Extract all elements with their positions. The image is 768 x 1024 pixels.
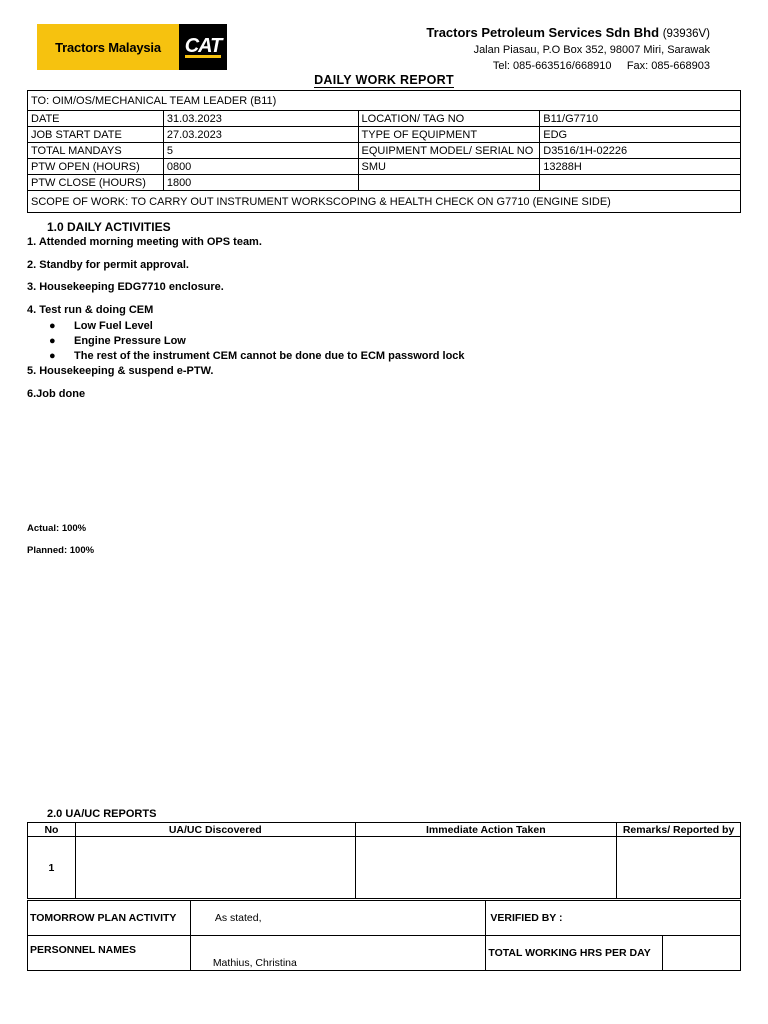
company-info (426, 25, 710, 72)
ua-uc-table (27, 822, 741, 899)
footer-table (27, 900, 741, 971)
info-row-mandays (28, 143, 741, 159)
section-daily-activities-heading: 1.0 DAILY ACTIVITIES (47, 220, 171, 234)
activity-item: 3. Housekeeping EDG7710 enclosure. (27, 281, 224, 293)
ptw-open-label: PTW OPEN (HOURS) (28, 159, 164, 175)
ua-uc-cell (75, 837, 355, 899)
actual-progress: Actual: 100% (27, 523, 87, 534)
ptw-close-label: PTW CLOSE (HOURS) (28, 175, 164, 191)
smu-value: 13288H (540, 159, 741, 175)
col-immediate-action: Immediate Action Taken (355, 823, 617, 837)
date-label: DATE (28, 111, 164, 127)
equipment-type-value: EDG (540, 127, 741, 143)
mandays-label: TOTAL MANDAYS (28, 143, 164, 159)
job-start-value: 27.03.2023 (163, 127, 358, 143)
company-reg: (93936V) (662, 28, 710, 40)
total-working-hrs-value (663, 936, 741, 971)
tomorrow-plan-label: TOMORROW PLAN ACTIVITY (28, 901, 191, 936)
date-value: 31.03.2023 (163, 111, 358, 127)
personnel-names-value: Mathius, Christina (190, 936, 486, 971)
info-row-start (28, 127, 741, 143)
personnel-names-label: PERSONNEL NAMES (28, 936, 191, 971)
bullet-item: ● Low Fuel Level (49, 320, 153, 332)
action-cell (355, 837, 617, 899)
equipment-type-label: TYPE OF EQUIPMENT (358, 127, 540, 143)
verified-by-label: VERIFIED BY : (486, 901, 741, 936)
equipment-model-label: EQUIPMENT MODEL/ SERIAL NO (358, 143, 540, 159)
activity-item: 5. Housekeeping & suspend e-PTW. (27, 365, 214, 377)
job-start-label: JOB START DATE (28, 127, 164, 143)
report-info-table (27, 90, 741, 213)
row-no: 1 (28, 837, 76, 899)
info-row-date (28, 111, 741, 127)
logo-text: Tractors Malaysia (37, 24, 179, 70)
company-name: Tractors Petroleum Services Sdn Bhd (93936V) (426, 25, 710, 40)
activity-item: 6.Job done (27, 388, 86, 400)
activity-item: 2. Standby for permit approval. (27, 259, 189, 271)
info-row-ptw-close (28, 175, 741, 191)
location-value: B11/G7710 (540, 111, 741, 127)
to-recipient: TO: OIM/OS/MECHANICAL TEAM LEADER (B11) (28, 91, 741, 111)
report-title: DAILY WORK REPORT (314, 73, 454, 87)
company-contact: Tel: 085-663516/668910 Fax: 085-668903 (492, 60, 710, 72)
remarks-cell (617, 837, 741, 899)
col-ua-uc-discovered: UA/UC Discovered (75, 823, 355, 837)
scope-of-work: SCOPE OF WORK: TO CARRY OUT INSTRUMENT WORKSCOPING & HEALTH CHECK ON G7710 (ENGINE SIDE) (28, 191, 741, 213)
col-no: No (28, 823, 76, 837)
col-remarks: Remarks/ Reported by (617, 823, 741, 837)
tomorrow-plan-value: As stated, (190, 901, 486, 936)
planned-progress: Planned: 100% (27, 545, 95, 556)
ptw-open-value: 0800 (163, 159, 358, 175)
mandays-value: 5 (163, 143, 358, 159)
empty-cell (540, 175, 741, 191)
bullet-item: ● The rest of the instrument CEM cannot be done due to ECM password lock (49, 350, 465, 362)
activity-item: 4. Test run & doing CEM (27, 304, 154, 316)
cat-logo: CAT (179, 24, 227, 70)
smu-label: SMU (358, 159, 540, 175)
equipment-model-value: D3516/1H-02226 (540, 143, 741, 159)
empty-cell (358, 175, 540, 191)
info-row-ptw-open (28, 159, 741, 175)
location-label: LOCATION/ TAG NO (358, 111, 540, 127)
table-row (28, 837, 741, 899)
bullet-item: ● Engine Pressure Low (49, 335, 186, 347)
section-ua-uc-heading: 2.0 UA/UC REPORTS (47, 808, 157, 820)
company-address: Jalan Piasau, P.O Box 352, 98007 Miri, Sarawak (473, 44, 710, 56)
total-working-hrs-label: TOTAL WORKING HRS PER DAY (486, 936, 663, 971)
company-logo (37, 24, 227, 70)
activity-item: 1. Attended morning meeting with OPS team. (27, 236, 262, 248)
ptw-close-value: 1800 (163, 175, 358, 191)
